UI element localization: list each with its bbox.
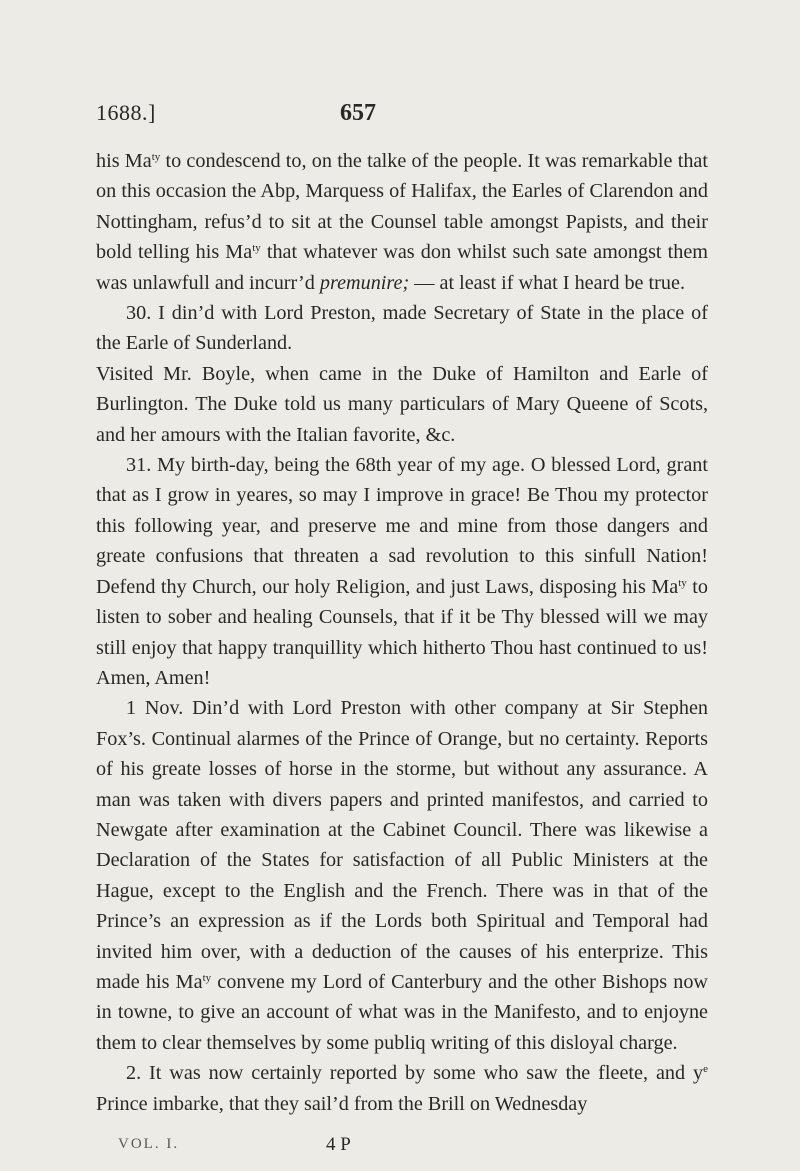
volume-label: VOL. I. — [118, 1136, 180, 1152]
page-footer — [118, 1134, 618, 1160]
paragraph: 1 Nov. Din’d with Lord Preston with other company at Sir Stephen Fox’s. Continual alarmes of the Prince of Orange, but no certainty. Reports of his greate losses of horse in the storme, but without any assurance. A man was taken with divers papers and printed manifestos, and carried to Newgate after examination at the Cabinet Council. There was likewise a Declaration of the States for satisfaction of all Public Ministers at the Hague, except to the English and the French. There was in that of the Prince’s an expression as if the Lords both Spiritual and Temporal had invited him over, with a deduction of the causes of his enterprize. This made his $Ma^{ty}$ convene my Lord of Canterbury and the other Bishops now in towne, to give an account of what was in the Manifesto, and to enjoyne them to clear themselves by some publiq writing of this disloyal charge. — [96, 697, 709, 1054]
body-text — [96, 146, 708, 1119]
paragraph: his $Ma^{ty}$ to condescend to, on the talke of the people. It was remarkable that on this occasion the Abp, Marquess of Halifax, the Earles of Clarendon and Nottingham, refus’d to sit at the Counsel table amongst Papists, and their bold telling his $Ma^{ty}$ that whatever was don whilst such sate amongst them was unlawfull and incurr’d premunire; — at least if what I heard be true. — [96, 150, 708, 294]
running-header — [96, 100, 708, 130]
paragraph: 30. I din’d with Lord Preston, made Secretary of State in the place of the Earle of Sunderland. — [96, 302, 708, 355]
paragraph: Visited Mr. Boyle, when came in the Duke of Hamilton and Earle of Burlington. The Duke told us many particulars of Mary Queene of Scots, and her amours with the Italian favorite, &c. — [96, 362, 708, 446]
page-number: 657 — [340, 100, 376, 126]
signature-mark: 4 P — [326, 1134, 351, 1155]
header-date: 1688.] — [96, 100, 156, 125]
paragraph: 2. It was now certainly reported by some who saw the fleete, and $y^e$ Prince imbarke, that they sail’d from the Brill on Wednesday — [96, 1062, 708, 1115]
paragraph: 31. My birth-day, being the 68th year of my age. O blessed Lord, grant that as I grow in yeares, so may I improve in grace! Be Thou my protector this following year, and preserve me and mine from those dangers and greate confusions that threaten a sad revolution to this sinfull Nation! Defend thy Church, our holy Religion, and just Laws, disposing his $Ma^{ty}$ to listen to sober and healing Counsels, that if it be Thy blessed will we may still enjoy that happy tranquillity which hitherto Thou hast continued to us! Amen, Amen! — [96, 454, 708, 689]
